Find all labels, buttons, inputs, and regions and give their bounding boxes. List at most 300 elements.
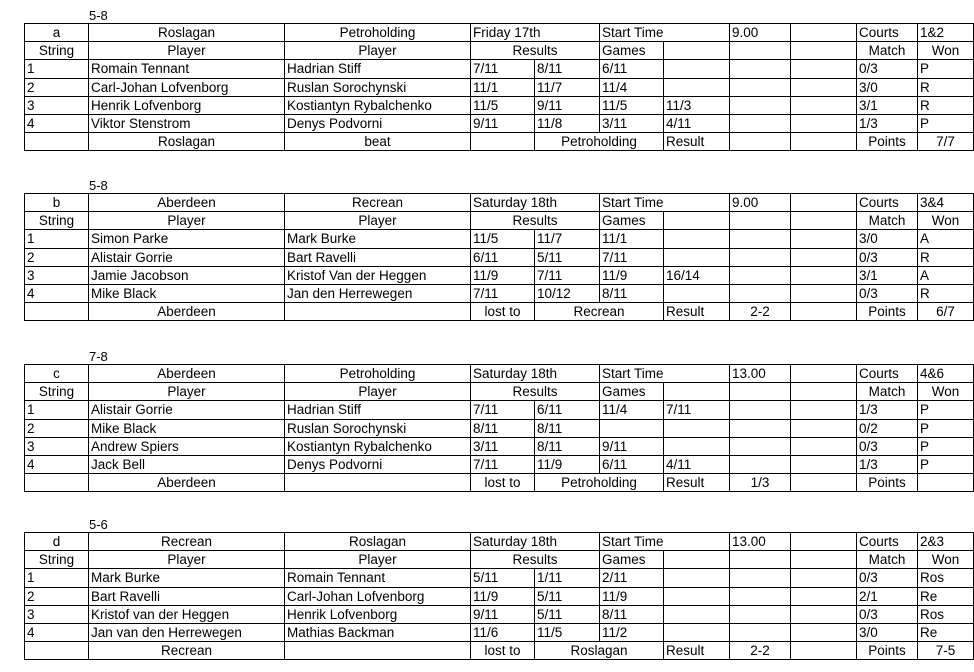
match-score: 3/1 [857,266,918,284]
game-score: 11/4 [600,401,664,419]
match-day: Saturday 18th [471,533,600,551]
courts-label: Courts [857,194,918,212]
player-a-header: Player [89,212,285,230]
string-number: 4 [25,623,89,641]
blank-cell [791,533,857,551]
game-score [664,248,730,266]
match-score: 2/1 [857,587,918,605]
game-score: 8/11 [535,437,600,455]
blank-cell [730,455,791,473]
match-score: 0/3 [857,284,918,302]
won-by: Ros [918,569,974,587]
player-a: Andrew Spiers [89,437,285,455]
match-score: 0/3 [857,605,918,623]
table-row [25,248,974,266]
game-score: 11/9 [600,587,664,605]
summary-row [25,133,974,151]
table-row [25,587,974,605]
blank-cell [730,42,791,60]
player-b: Kostiantyn Rybalchenko [285,96,471,114]
blank-cell [730,284,791,302]
game-score: 9/11 [471,605,535,623]
match-score: 0/3 [857,569,918,587]
summary-team-a: Aberdeen [89,303,285,321]
game-score: 6/11 [600,60,664,78]
match-score: 1/3 [857,401,918,419]
game-score: 11/5 [600,96,664,114]
points-label: Points [857,642,918,660]
table-row [25,96,974,114]
blank-cell [791,551,857,569]
won-header: Won [918,551,974,569]
string-number: 2 [25,419,89,437]
summary-row [25,474,974,492]
header-row [25,551,974,569]
match-header: Match [857,42,918,60]
string-number: 1 [25,230,89,248]
player-b: Kristof Van der Heggen [285,266,471,284]
blank-cell [730,587,791,605]
blank-cell [791,383,857,401]
player-b-header: Player [285,42,471,60]
won-by: P [918,419,974,437]
string-number: 2 [25,78,89,96]
summary-team-a: Aberdeen [89,474,285,492]
blank-cell [730,437,791,455]
blank-cell [25,133,89,151]
player-b: Jan den Herrewegen [285,284,471,302]
match-score: 3/1 [857,96,918,114]
games-header: Games [600,551,664,569]
blank-cell [791,248,857,266]
won-by: R [918,248,974,266]
won-by: P [918,60,974,78]
won-by: P [918,437,974,455]
game-score: 11/7 [535,78,600,96]
blank-cell [791,587,857,605]
game-score: 11/3 [664,96,730,114]
start-time-value: 13.00 [730,533,791,551]
title-row [25,24,974,42]
match-day: Friday 17th [471,24,600,42]
game-score: 10/12 [535,284,600,302]
string-number: 2 [25,587,89,605]
blank-cell [791,474,857,492]
blank-cell [730,78,791,96]
result-label: Result [664,642,730,660]
blank-cell [285,303,471,321]
fixture-table [24,23,974,151]
won-by: R [918,284,974,302]
result-label: Result [664,133,730,151]
game-score: 2/11 [600,569,664,587]
match-day: Saturday 18th [471,365,600,383]
team-b-name: Roslagan [285,533,471,551]
blank-cell [791,24,857,42]
summary-team-b: Petroholding [535,133,664,151]
player-a: Alistair Gorrie [89,248,285,266]
points-value [918,474,974,492]
blank-cell [730,96,791,114]
start-time-label: Start Time [600,194,730,212]
blank-cell [791,194,857,212]
game-score: 11/7 [535,230,600,248]
blank-cell [791,42,857,60]
summary-team-b: Petroholding [535,474,664,492]
player-b: Denys Podvorni [285,455,471,473]
blank-cell [730,569,791,587]
game-score: 11/9 [471,266,535,284]
blank-cell [730,60,791,78]
points-label: Points [857,303,918,321]
blank-cell [791,133,857,151]
table-row [25,60,974,78]
team-a-name: Aberdeen [89,365,285,383]
blank-cell [791,114,857,132]
match-score: 3/0 [857,78,918,96]
section-id: b [25,194,89,212]
result-value: 1/3 [730,474,791,492]
match-score: 1/3 [857,455,918,473]
won-header: Won [918,383,974,401]
header-row [25,42,974,60]
points-value: 7-5 [918,642,974,660]
game-score: 11/9 [471,587,535,605]
game-score [664,437,730,455]
group-label: 7-8 [89,349,108,364]
game-score: 4/11 [664,114,730,132]
blank-cell [791,623,857,641]
points-value: 6/7 [918,303,974,321]
table-row [25,419,974,437]
game-score: 7/11 [471,455,535,473]
match-score: 1/3 [857,114,918,132]
game-score: 11/4 [600,78,664,96]
blank-cell [791,212,857,230]
result-label: Result [664,303,730,321]
blank-cell [791,642,857,660]
start-time-label: Start Time [600,533,730,551]
game-score: 3/11 [600,114,664,132]
courts-value: 1&2 [918,24,974,42]
game-score: 11/9 [600,266,664,284]
game-score: 11/5 [471,96,535,114]
game-score: 9/11 [600,437,664,455]
blank-cell [791,437,857,455]
results-header: Results [471,383,600,401]
game-score: 11/6 [471,623,535,641]
player-a: Carl-Johan Lofvenborg [89,78,285,96]
blank-cell [791,230,857,248]
summary-row [25,642,974,660]
match-day: Saturday 18th [471,194,600,212]
summary-verb: beat [285,133,471,151]
table-row [25,623,974,641]
summary-team-b: Roslagan [535,642,664,660]
won-by: P [918,455,974,473]
courts-label: Courts [857,365,918,383]
game-score: 16/14 [664,266,730,284]
string-number: 1 [25,401,89,419]
table-row [25,437,974,455]
game-score [600,419,664,437]
player-a-header: Player [89,42,285,60]
blank-cell [730,383,791,401]
game-score: 7/11 [471,284,535,302]
group-label: 5-8 [89,178,108,193]
blank-cell [791,455,857,473]
blank-cell [285,474,471,492]
game-score [664,419,730,437]
blank-cell [791,60,857,78]
game-score: 11/5 [535,623,600,641]
player-a: Henrik Lofvenborg [89,96,285,114]
courts-value: 4&6 [918,365,974,383]
result-value: 2-2 [730,303,791,321]
blank-cell [730,114,791,132]
string-number: 4 [25,455,89,473]
game-score: 5/11 [535,605,600,623]
blank-cell [791,569,857,587]
header-row [25,383,974,401]
game-score: 11/1 [600,230,664,248]
won-by: Ros [918,605,974,623]
match-score: 3/0 [857,623,918,641]
game-score [664,230,730,248]
game-score: 11/5 [471,230,535,248]
blank-cell [730,230,791,248]
blank-cell [730,551,791,569]
won-by: P [918,401,974,419]
player-a: Alistair Gorrie [89,401,285,419]
game-score [664,605,730,623]
string-number: 3 [25,266,89,284]
player-b: Romain Tennant [285,569,471,587]
fixture-table [24,364,974,492]
player-a: Bart Ravelli [89,587,285,605]
blank-cell [664,42,730,60]
string-number: 1 [25,60,89,78]
won-by: R [918,96,974,114]
start-time-value: 13.00 [730,365,791,383]
blank-cell [730,248,791,266]
won-by: A [918,266,974,284]
game-score: 4/11 [664,455,730,473]
game-score: 6/11 [600,455,664,473]
team-a-name: Recrean [89,533,285,551]
player-a: Simon Parke [89,230,285,248]
match-header: Match [857,212,918,230]
blank-cell [791,284,857,302]
game-score: 9/11 [471,114,535,132]
player-b-header: Player [285,383,471,401]
courts-label: Courts [857,533,918,551]
blank-cell [25,303,89,321]
courts-value: 2&3 [918,533,974,551]
match-score: 0/3 [857,248,918,266]
game-score: 9/11 [535,96,600,114]
player-b-header: Player [285,212,471,230]
player-b-header: Player [285,551,471,569]
summary-verb: lost to [471,303,535,321]
player-b: Kostiantyn Rybalchenko [285,437,471,455]
blank-cell [285,642,471,660]
blank-cell [791,419,857,437]
game-score: 7/11 [471,401,535,419]
player-a: Mike Black [89,419,285,437]
match-header: Match [857,551,918,569]
string-number: 3 [25,96,89,114]
match-score: 0/2 [857,419,918,437]
blank-cell [730,401,791,419]
string-header: String [25,212,89,230]
string-number: 1 [25,569,89,587]
points-label: Points [857,474,918,492]
blank-cell [791,401,857,419]
table-row [25,284,974,302]
game-score: 7/11 [471,60,535,78]
blank-cell [471,133,535,151]
summary-row [25,303,974,321]
table-row [25,401,974,419]
blank-cell [730,212,791,230]
fixture-table [24,193,974,321]
game-score: 11/8 [535,114,600,132]
team-b-name: Petroholding [285,24,471,42]
game-score: 11/2 [600,623,664,641]
player-a-header: Player [89,551,285,569]
blank-cell [25,474,89,492]
won-by: P [918,114,974,132]
points-value: 7/7 [918,133,974,151]
table-row [25,78,974,96]
game-score: 11/9 [535,455,600,473]
results-header: Results [471,42,600,60]
player-b: Hadrian Stiff [285,401,471,419]
blank-cell [730,419,791,437]
start-time-value: 9.00 [730,194,791,212]
table-row [25,114,974,132]
game-score: 8/11 [600,284,664,302]
start-time-value: 9.00 [730,24,791,42]
games-header: Games [600,383,664,401]
game-score [664,60,730,78]
game-score [664,569,730,587]
courts-value: 3&4 [918,194,974,212]
match-header: Match [857,383,918,401]
blank-cell [791,365,857,383]
won-header: Won [918,212,974,230]
won-header: Won [918,42,974,60]
table-row [25,605,974,623]
table-row [25,569,974,587]
summary-team-a: Roslagan [89,133,285,151]
games-header: Games [600,212,664,230]
results-header: Results [471,551,600,569]
string-number: 4 [25,284,89,302]
group-label: 5-6 [89,517,108,532]
string-number: 4 [25,114,89,132]
game-score: 6/11 [535,401,600,419]
player-b: Ruslan Sorochynski [285,78,471,96]
player-a: Jan van den Herrewegen [89,623,285,641]
player-b: Hadrian Stiff [285,60,471,78]
result-value [730,133,791,151]
game-score: 5/11 [535,248,600,266]
game-score: 8/11 [471,419,535,437]
player-b: Mathias Backman [285,623,471,641]
player-a: Mike Black [89,284,285,302]
blank-cell [791,605,857,623]
table-row [25,230,974,248]
player-b: Henrik Lofvenborg [285,605,471,623]
blank-cell [664,551,730,569]
match-score: 3/0 [857,230,918,248]
title-row [25,194,974,212]
blank-cell [730,266,791,284]
blank-cell [25,642,89,660]
title-row [25,533,974,551]
game-score: 7/11 [600,248,664,266]
game-score: 11/1 [471,78,535,96]
string-number: 3 [25,437,89,455]
game-score [664,284,730,302]
player-a: Mark Burke [89,569,285,587]
game-score [664,78,730,96]
game-score [664,623,730,641]
player-b: Ruslan Sorochynski [285,419,471,437]
table-row [25,455,974,473]
player-a-header: Player [89,383,285,401]
table-row [25,266,974,284]
group-label: 5-8 [89,8,108,23]
game-score: 7/11 [535,266,600,284]
game-score: 3/11 [471,437,535,455]
title-row [25,365,974,383]
player-a: Romain Tennant [89,60,285,78]
string-number: 2 [25,248,89,266]
won-by: A [918,230,974,248]
summary-team-a: Recrean [89,642,285,660]
game-score: 1/11 [535,569,600,587]
player-a: Kristof van der Heggen [89,605,285,623]
games-header: Games [600,42,664,60]
summary-team-b: Recrean [535,303,664,321]
section-id: a [25,24,89,42]
game-score: 7/11 [664,401,730,419]
result-label: Result [664,474,730,492]
team-b-name: Petroholding [285,365,471,383]
won-by: R [918,78,974,96]
points-label: Points [857,133,918,151]
player-b: Bart Ravelli [285,248,471,266]
string-header: String [25,42,89,60]
match-score: 0/3 [857,437,918,455]
string-number: 3 [25,605,89,623]
header-row [25,212,974,230]
player-b: Carl-Johan Lofvenborg [285,587,471,605]
won-by: Re [918,623,974,641]
game-score: 5/11 [535,587,600,605]
section-id: d [25,533,89,551]
game-score: 8/11 [535,60,600,78]
blank-cell [664,212,730,230]
game-score [664,587,730,605]
string-header: String [25,383,89,401]
game-score: 5/11 [471,569,535,587]
blank-cell [791,303,857,321]
team-a-name: Aberdeen [89,194,285,212]
